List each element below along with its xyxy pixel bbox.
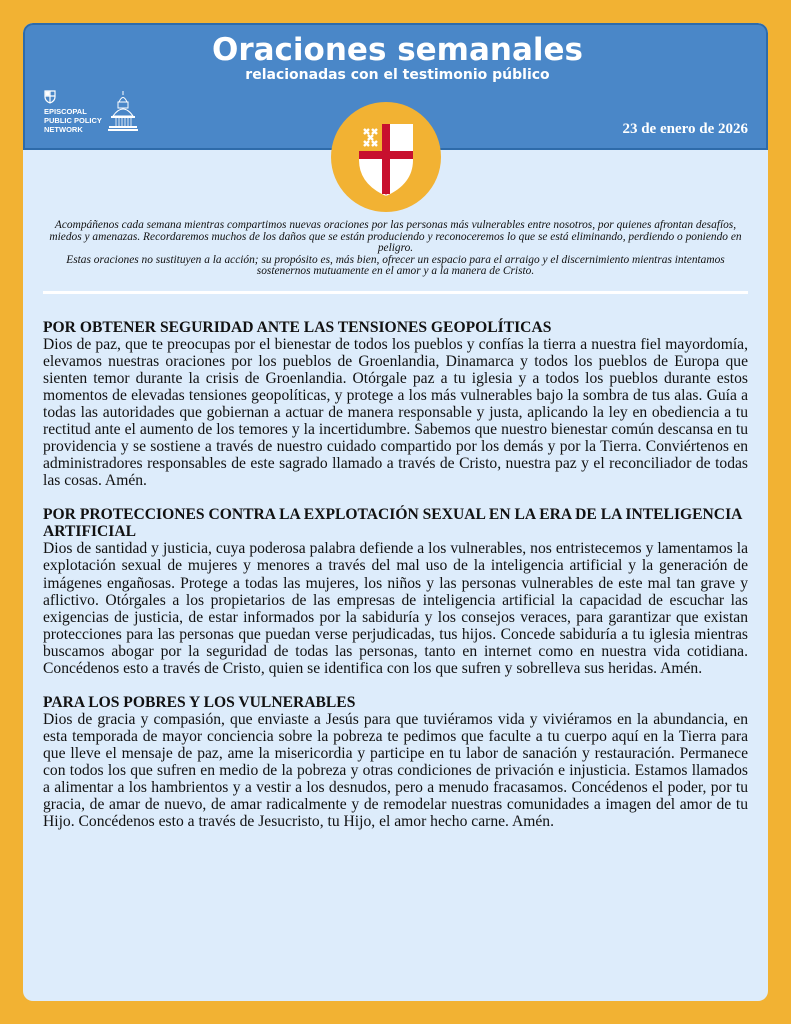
divider	[43, 291, 748, 294]
logo-line-1: EPISCOPAL	[44, 107, 87, 116]
page-sheet	[23, 23, 768, 1001]
eppn-logo	[44, 90, 102, 134]
prayer-section-poor	[43, 694, 748, 830]
prayer-heading: PARA LOS POBRES Y LOS VULNERABLES	[43, 693, 356, 711]
prayer-section-ai	[43, 506, 748, 676]
prayer-body: Dios de gracia y compasión, que enviaste a Jesús para que tuviéramos vida y viviéramos en la abundancia, en esta temporada de mayor conciencia sobre la pobreza te pedimos que faculte a tu cuerpo aquí en la Tierra para que lleve el mensaje de paz, ame la misericordia y participe en tu labor de sanación y restauración. Permanece con todos los que sufren en medio de la pobreza y otras condiciones de privación e injusticia. Estamos llamados a alimentar a los hambrientos y a vestir a los desnudos, pero a menudo fracasamos. Concédenos el poder, por tu gracia, de amar de nuevo, de amar radicalmente y de remodelar nuestras comunidades a imagen del amor de tu Hijo. Concédenos esto a través de Jesucristo, tu Hijo, el amor hecho carne. Amén.	[43, 710, 748, 831]
episcopal-shield-icon	[44, 90, 56, 104]
logo-line-3: NETWORK	[44, 125, 83, 134]
prayer-body: Dios de paz, que te preocupas por el bienestar de todos los pueblos y confías la tierra a nuestra fiel mayordomía, elevamos nuestras oraciones por los pueblos de Groenlandia, Dinamarca y todos los pueblos de Europa que sienten temor durante la crisis de Groenlandia. Otórgale paz a tu iglesia y a todos los pueblos durante estos momentos de elevadas tensiones geopolíticas, y protege a los más vulnerables bajo la sombra de tus alas. Guía a todas las autoridades que gobiernan a actuar de manera responsable y justa, aplicando la ley en obediencia a tu rectitud ante el aumento de los temores y la incertidumbre. Sabemos que nuestro bienestar común descansa en tu providencia y se sostiene a través de nuestro cuidado compartido por los demás y por la Tierra. Conviértenos en administradores responsables de este sagrado llamado a través de Cristo, nuestra paz y el reconciliador de todas las cosas. Amén.	[43, 336, 748, 490]
issue-date: 23 de enero de 2026	[622, 121, 748, 137]
page-subtitle: relacionadas con el testimonio público	[245, 67, 550, 83]
prayer-heading: POR OBTENER SEGURIDAD ANTE LAS TENSIONES GEOPOLÍTICAS	[43, 319, 552, 336]
prayers-list	[43, 319, 748, 847]
logo-line-2: PUBLIC POLICY	[44, 116, 102, 125]
capitol-dome-icon	[108, 90, 138, 134]
prayer-heading: POR PROTECCIONES CONTRA LA EXPLOTACIÓN SEXUAL EN LA ERA DE LA INTELIGENCIA ARTIFICIAL	[43, 506, 742, 541]
emblem-circle	[331, 102, 441, 212]
intro-line-2: Estas oraciones no sustituyen a la acción; su propósito es, más bien, ofrecer un espacio para el arraigo y el discernimiento mientras intentamos sostenernos mutuamente en el amor y a la manera de Cristo.	[66, 253, 725, 277]
page-title: Oraciones semanales	[212, 32, 583, 68]
intro-line-1: Acompáñenos cada semana mientras compartimos nuevas oraciones por las personas más vulnerables entre nosotros, por quienes afrontan desafíos, miedos y amenazas. Recordaremos muchos de los daños que se están produciendo y reconoceremos lo que se está eliminando, perdiendo o poniendo en peligro.	[49, 219, 742, 254]
emblem-shield-icon	[331, 102, 441, 212]
intro-paragraph	[43, 220, 748, 278]
prayer-body: Dios de santidad y justicia, cuya poderosa palabra defiende a los vulnerables, nos entristecemos y lamentamos la explotación sexual de mujeres y menores a través del mal uso de la inteligencia artificial y la generación de imágenes engañosas. Protege a todas las mujeres, los niños y las personas vulnerables de este mal tan grave y aflictivo. Otórgales a los propietarios de las empresas de inteligencia artificial la capacidad de escuchar las exigencias de justicia, de estar informados por la sabiduría y los consejos veraces, para garantizar que existan protecciones para las personas que puedan verse perjudicadas, tus hijos. Concede sabiduría a tu iglesia mientras buscamos abogar por la seguridad de todas las personas, tanto en internet como en nuestra vida cotidiana. Concédenos esto a través de Cristo, quien se identifica con los que sufren y sobrelleva sus heridas. Amén.	[43, 540, 748, 677]
prayer-section-geopolitics	[43, 319, 748, 489]
